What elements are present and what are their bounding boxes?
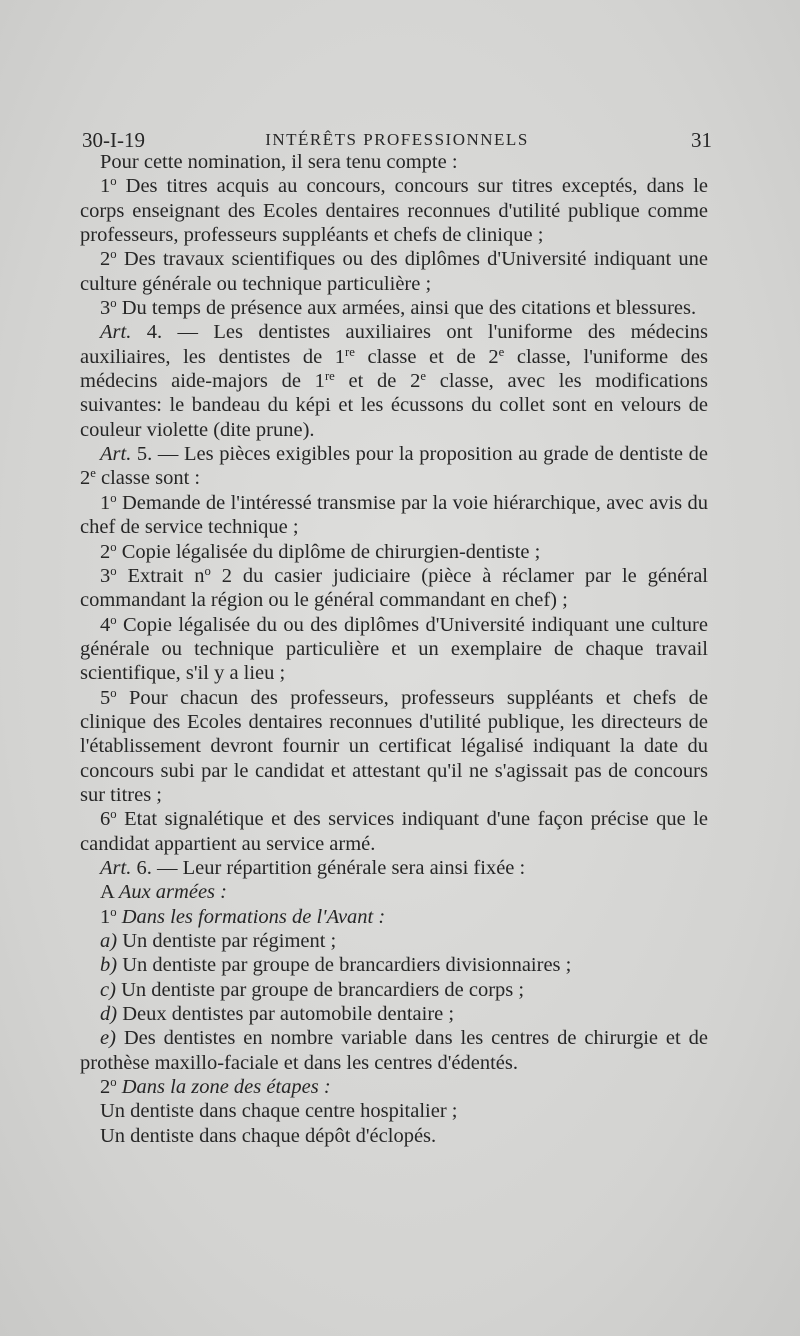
paragraph bbox=[80, 1075, 708, 1099]
text-run: 6 bbox=[100, 808, 111, 831]
paragraph bbox=[80, 247, 708, 296]
text-run: Demande de l'intéressé transmise par la voie hiérarchique, avec avis du chef de service technique ; bbox=[80, 491, 708, 539]
text-run: classe, l'uniforme des médecins aide-majors de 1 bbox=[80, 345, 708, 393]
paragraph bbox=[80, 564, 708, 613]
italic-text: a) bbox=[100, 930, 118, 952]
text-run: Un dentiste par groupe de brancardiers de corps ; bbox=[115, 978, 525, 1001]
text-run: 3 bbox=[100, 564, 111, 587]
paragraph bbox=[80, 613, 708, 686]
text-run: 3 bbox=[100, 297, 111, 320]
superscript: re bbox=[345, 344, 355, 359]
text-run: classe et de 2 bbox=[354, 345, 499, 368]
text-run: classe sont : bbox=[95, 467, 201, 490]
superscript: o bbox=[110, 539, 117, 554]
text-run: 1 bbox=[100, 491, 111, 514]
text-run: 5. — Les pièces exigibles pour la proposition au grade de dentiste de 2 bbox=[80, 443, 708, 490]
superscript: o bbox=[110, 904, 117, 919]
header-date: 30-I-19 bbox=[82, 128, 145, 152]
paragraph bbox=[80, 978, 708, 1002]
paragraph bbox=[80, 174, 708, 247]
superscript: o bbox=[204, 563, 211, 578]
superscript: o bbox=[110, 685, 117, 700]
italic-text: Aux armées : bbox=[118, 881, 227, 904]
italic-text: Dans les formations de l'Avant : bbox=[121, 905, 386, 928]
header-title: INTÉRÊTS PROFESSIONNELS bbox=[265, 130, 529, 149]
text-run: Extrait n bbox=[116, 564, 205, 587]
text-run: A bbox=[100, 881, 119, 904]
paragraph bbox=[80, 953, 708, 977]
text-run: Pour chacun des professeurs, professeurs suppléants et chefs de clinique des Ecoles dentaires reconnues d'utilité publique, les directeurs de l'établissement devront fournir un certificat légalisé indiquant la date du concours subi par le candidat et attestant qu'il ne s'agissait pas de concours sur titres ; bbox=[80, 686, 708, 806]
paragraph bbox=[80, 686, 708, 808]
paragraph bbox=[80, 905, 708, 929]
italic-text: Dans la zone des étapes : bbox=[121, 1076, 331, 1099]
text-run: et de 2 bbox=[334, 370, 421, 393]
paragraph bbox=[80, 1099, 708, 1123]
italic-text: d) bbox=[100, 1003, 118, 1026]
text-run: Un dentiste par régiment ; bbox=[117, 930, 337, 952]
paragraph bbox=[80, 540, 708, 564]
superscript: o bbox=[110, 296, 117, 311]
paragraph bbox=[80, 1002, 708, 1026]
text-run: 2 bbox=[100, 1076, 111, 1099]
superscript: e bbox=[90, 466, 96, 481]
italic-text: b) bbox=[100, 954, 118, 977]
paragraph bbox=[80, 807, 708, 856]
superscript: re bbox=[324, 369, 335, 384]
italic-text: c) bbox=[100, 978, 116, 1001]
text-run: 2 bbox=[100, 540, 111, 563]
paragraph bbox=[80, 150, 708, 174]
text-run: Un dentiste dans chaque dépôt d'éclopés. bbox=[100, 1124, 437, 1147]
text-run: 4 bbox=[100, 613, 111, 636]
text-run: Du temps de présence aux armées, ainsi que des citations et blessures. bbox=[116, 297, 697, 320]
paragraph bbox=[80, 880, 708, 904]
italic-text: Art. bbox=[100, 443, 132, 466]
text-run: 4. — Les dentistes auxiliaires ont l'uniforme des médecins auxiliaires, les dentistes de 1 bbox=[80, 321, 708, 368]
paragraph bbox=[80, 442, 708, 491]
text-run: 1 bbox=[100, 175, 111, 198]
text-run: 2 bbox=[100, 248, 111, 271]
superscript: o bbox=[110, 174, 117, 189]
text-run: Un dentiste dans chaque centre hospitalier ; bbox=[100, 1100, 458, 1123]
italic-text: e) bbox=[100, 1027, 116, 1050]
superscript: o bbox=[110, 490, 117, 505]
paragraph bbox=[80, 929, 708, 953]
superscript: e bbox=[420, 369, 426, 384]
page-body bbox=[80, 150, 708, 1148]
superscript: o bbox=[110, 612, 117, 627]
superscript: o bbox=[110, 563, 117, 578]
text-run: Deux dentistes par automobile dentaire ; bbox=[117, 1003, 455, 1026]
superscript: o bbox=[110, 1075, 117, 1090]
text-run: classe, avec les modifications suivantes: le bandeau du képi et les écussons du collet sont en velours de couleur violette (dite prune). bbox=[80, 370, 708, 441]
paragraph bbox=[80, 1026, 708, 1075]
text-run: Copie légalisée du diplôme de chirurgien-dentiste ; bbox=[116, 540, 541, 563]
paragraph bbox=[80, 296, 708, 320]
text-run: 5 bbox=[100, 686, 111, 709]
superscript: e bbox=[498, 344, 505, 359]
text-run: Des travaux scientifiques ou des diplômes d'Université indiquant une culture générale ou technique particulière ; bbox=[80, 248, 708, 295]
italic-text: Art. bbox=[100, 856, 132, 879]
text-run: Copie légalisée du ou des diplômes d'Université indiquant une culture générale ou technique particulière et un exemplaire de chaque travail scientifique, s'il y a lieu ; bbox=[80, 613, 708, 685]
text-run: 2 du casier judiciaire (pièce à réclamer par le général commandant la région ou le général commandant en chef) ; bbox=[80, 564, 708, 612]
text-run: 1 bbox=[100, 905, 111, 928]
superscript: o bbox=[110, 807, 117, 822]
text-run: Des titres acquis au concours, concours sur titres exceptés, dans le corps enseignant des Ecoles dentaires reconnues d'utilité publique comme professeurs, professeurs suppléants et chefs de clinique ; bbox=[80, 175, 708, 247]
paragraph bbox=[80, 856, 708, 880]
text-run: Un dentiste par groupe de brancardiers divisionnaires ; bbox=[117, 954, 572, 977]
text-run: Etat signalétique et des services indiquant d'une façon précise que le candidat appartient au service armé. bbox=[80, 808, 708, 855]
superscript: o bbox=[110, 247, 117, 262]
paragraph bbox=[80, 491, 708, 540]
paragraph bbox=[80, 1124, 708, 1148]
text-run: Pour cette nomination, il sera tenu compte : bbox=[100, 151, 458, 173]
text-run: Des dentistes en nombre variable dans les centres de chirurgie et de prothèse maxillo-faciale et dans les centres d'édentés. bbox=[80, 1027, 708, 1074]
italic-text: Art. bbox=[100, 321, 132, 344]
page-number: 31 bbox=[691, 128, 712, 152]
text-run: 6. — Leur répartition générale sera ainsi fixée : bbox=[131, 856, 526, 879]
paragraph bbox=[80, 320, 708, 442]
